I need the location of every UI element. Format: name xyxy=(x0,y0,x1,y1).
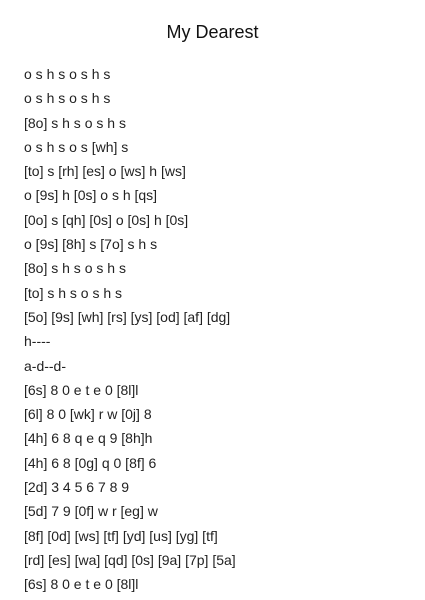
notation-line-20: [8f] [0d] [ws] [tf] [yd] [us] [yg] [tf] xyxy=(24,527,218,544)
notation-line-10: [to] s h s o s h s xyxy=(24,284,123,301)
notation-line-7: [0o] s [qh] [0s] o [0s] h [0s] xyxy=(24,211,189,228)
notation-lines xyxy=(24,62,236,597)
notation-line-12: h---- xyxy=(24,333,51,350)
notation-line-18: [2d] 3 4 5 6 7 8 9 xyxy=(24,479,130,496)
page-title: My Dearest xyxy=(166,22,259,42)
notation-line-11: [5o] [9s] [wh] [rs] [ys] [od] [af] [dg] xyxy=(24,308,231,325)
notation-line-13: a-d--d- xyxy=(24,357,67,374)
notation-line-9: [8o] s h s o s h s xyxy=(24,260,126,277)
notation-line-17: [4h] 6 8 [0g] q 0 [8f] 6 xyxy=(24,454,157,471)
notation-line-14: [6s] 8 0 e t e 0 [8l]l xyxy=(24,381,139,398)
notation-line-1: o s h s o s h s xyxy=(24,66,111,82)
notation-line-2: o s h s o s h s xyxy=(24,90,111,107)
notation-line-4: o s h s o s [wh] s xyxy=(24,138,129,155)
notation-line-3: [8o] s h s o s h s xyxy=(24,114,126,131)
notation-line-22: [6s] 8 0 e t e 0 [8l]l xyxy=(24,576,139,593)
notation-line-6: o [9s] h [0s] o s h [qs] xyxy=(24,187,158,204)
notation-line-16: [4h] 6 8 q e q 9 [8h]h xyxy=(24,430,153,447)
notation-line-15: [6l] 8 0 [wk] r w [0j] 8 xyxy=(24,406,152,423)
notation-line-19: [5d] 7 9 [0f] w r [eg] w xyxy=(24,503,158,520)
notation-line-21: [rd] [es] [wa] [qd] [0s] [9a] [7p] [5a] xyxy=(24,551,236,568)
notation-line-5: [to] s [rh] [es] o [ws] h [ws] xyxy=(24,163,186,180)
notation-line-8: o [9s] [8h] s [7o] s h s xyxy=(24,236,158,253)
